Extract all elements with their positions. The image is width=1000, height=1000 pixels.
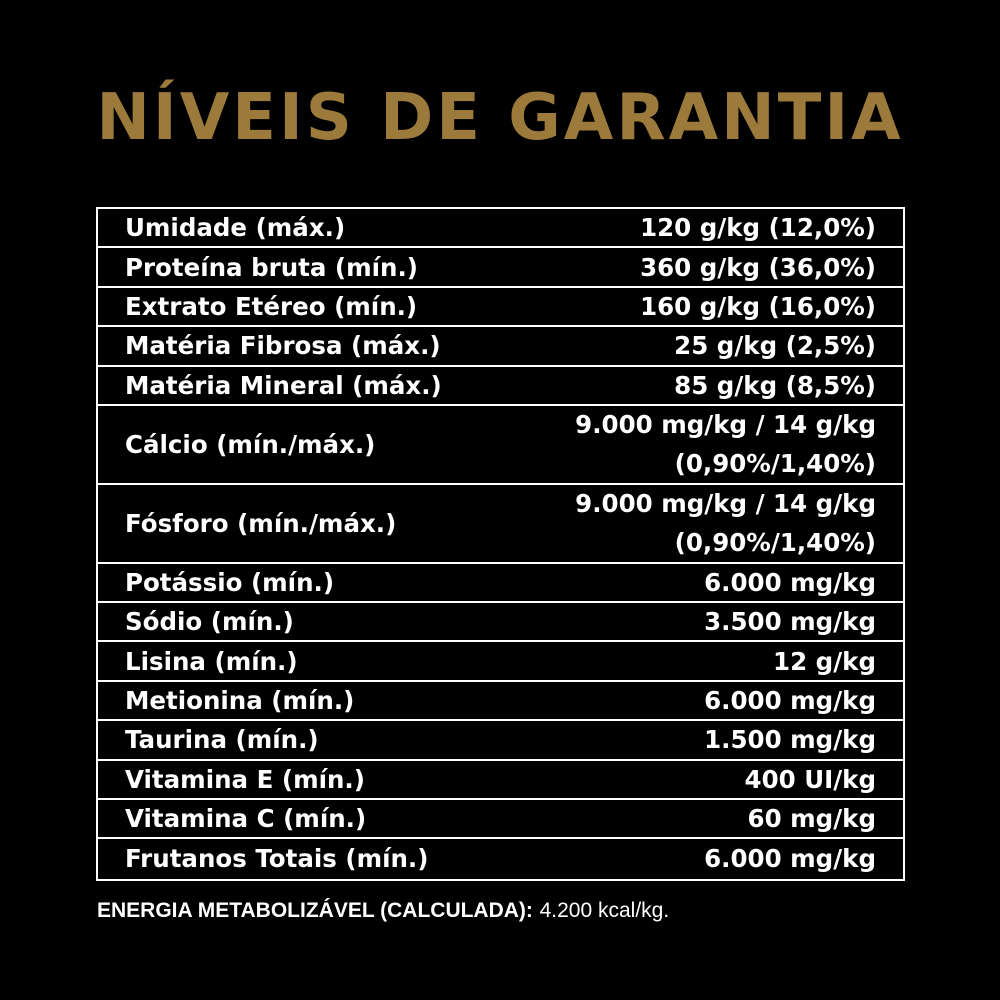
- table-row: [98, 682, 903, 721]
- table-row: [98, 288, 903, 327]
- metabolizable-energy-note: [97, 893, 669, 928]
- table-row: [98, 603, 903, 642]
- row-label: Metionina (mín.): [125, 685, 355, 715]
- row-label: Taurina (mín.): [125, 725, 319, 755]
- table-row: [98, 642, 903, 681]
- row-value: 6.000 mg/kg: [704, 685, 876, 715]
- row-value: 360 g/kg (36,0%): [640, 252, 876, 282]
- row-value: [575, 484, 876, 562]
- table-row: [98, 367, 903, 406]
- row-label: Sódio (mín.): [125, 607, 294, 637]
- row-label: Umidade (máx.): [125, 213, 346, 243]
- row-label: Extrato Etéreo (mín.): [125, 291, 418, 321]
- table-row: [98, 761, 903, 800]
- row-label: Matéria Fibrosa (máx.): [125, 331, 441, 361]
- table-row: [98, 839, 903, 878]
- table-row: [98, 327, 903, 366]
- table-row: [98, 564, 903, 603]
- row-label: Lisina (mín.): [125, 646, 298, 676]
- row-label: Proteína bruta (mín.): [125, 252, 419, 282]
- row-value: 85 g/kg (8,5%): [674, 370, 876, 400]
- row-value: 6.000 mg/kg: [704, 567, 876, 597]
- table-row: [98, 800, 903, 839]
- row-value: 400 UI/kg: [744, 764, 876, 794]
- row-label: Vitamina E (mín.): [125, 764, 365, 794]
- row-label: Vitamina C (mín.): [125, 804, 367, 834]
- row-label: Matéria Mineral (máx.): [125, 370, 442, 400]
- row-value: 12 g/kg: [773, 646, 876, 676]
- row-value: 6.000 mg/kg: [704, 844, 876, 874]
- energy-label: ENERGIA METABOLIZÁVEL (CALCULADA):: [97, 899, 533, 922]
- row-label: Cálcio (mín./máx.): [125, 429, 376, 459]
- row-value-line: (0,90%/1,40%): [674, 449, 876, 479]
- table-row: [98, 248, 903, 287]
- table-row: [98, 209, 903, 248]
- row-value: 25 g/kg (2,5%): [674, 331, 876, 361]
- guarantee-levels-table: [96, 207, 905, 881]
- table-row: [98, 485, 903, 564]
- energy-value: 4.200 kcal/kg.: [539, 899, 670, 922]
- row-value-line: (0,90%/1,40%): [674, 528, 876, 558]
- row-value-line: 9.000 mg/kg / 14 g/kg: [575, 410, 876, 440]
- row-value: 120 g/kg (12,0%): [640, 213, 876, 243]
- row-value: [575, 405, 876, 483]
- page-title: NÍVEIS DE GARANTIA: [96, 81, 904, 155]
- row-value: 160 g/kg (16,0%): [640, 291, 876, 321]
- row-value: 3.500 mg/kg: [704, 607, 876, 637]
- row-value: 1.500 mg/kg: [704, 725, 876, 755]
- table-row: [98, 721, 903, 760]
- table-row: [98, 406, 903, 485]
- row-value-line: 9.000 mg/kg / 14 g/kg: [575, 489, 876, 519]
- row-label: Frutanos Totais (mín.): [125, 844, 429, 874]
- row-value: 60 mg/kg: [747, 804, 876, 834]
- row-label: Fósforo (mín./máx.): [125, 508, 397, 538]
- row-label: Potássio (mín.): [125, 567, 335, 597]
